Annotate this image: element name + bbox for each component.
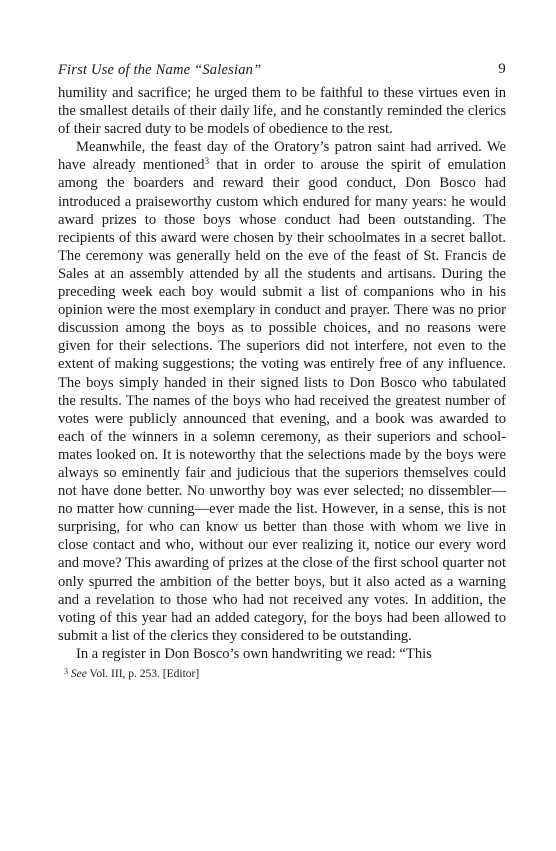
- running-head: [58, 62, 506, 84]
- body-text: [58, 84, 506, 663]
- book-page: [58, 62, 506, 681]
- footnote-text: Vol. III, p. 253. [Editor]: [86, 668, 200, 680]
- footnote-see: See: [70, 668, 87, 680]
- paragraph-register: In a register in Don Bosco’s own handwriting we read: “This: [76, 645, 432, 662]
- paragraph-feast-day: [58, 138, 506, 645]
- chapter-title: First Use of the Name “Salesian”: [58, 62, 262, 78]
- footnote-reference: 3: [204, 156, 210, 167]
- paragraph-text-start: Meanwhile, the feast day of the Oratory’s patron saint had arrived. We have already mentioned: [58, 139, 506, 174]
- footnote-marker: 3: [64, 667, 68, 676]
- paragraph-continued: humility and sacrifice; he urged them to be faithful to these virtues even in the smallest details of their daily life, and he constantly reminded the clerics of their sacred duty to be models of obedience to the rest.: [58, 85, 506, 138]
- page-number: 9: [498, 61, 506, 77]
- footnote: [58, 667, 506, 681]
- paragraph-text-rest: that in order to arouse the spirit of emulation among the boarders and reward their good conduct, Don Bosco had introduced a praiseworthy custom which endured for many years: he would award prizes to those boys whose conduct had been outstanding. The recipients of this award were chosen by their schoolmates in a secret ballot. The ceremony was generally held on the eve of the feast of St. Francis de Sales at an assembly attended by all the students and artisans. During the preceding week each boy would submit a list of companions who in his opinion were the most exemplary in conduct and prayer. There was no prior discussion among the boys as to possible choices, and no reasons were given for their selections. The superiors did not interfere, not even to the extent of making suggestions; the voting was entirely free of any influence. The boys simply handed in their signed lists to Don Bosco who tabulated the results. The names of the boys who had received the greatest number of votes were publicly announced that evening, and a book was awarded to each of the winners in a solemn ceremony, as their superiors and schoolmates looked on. It is noteworthy that the selections made by the boys were always so eminently fair and judicious that the superiors themselves could not have done better. No unworthy boy was ever selected; no dissembler—no matter how cunning—ever made the list. However, in a sense, this is not surprising, for who can know us better than those with whom we live in close contact and who, without our ever realizing it, notice our every word and move? This awarding of prizes at the close of the first school quarter not only spurred the ambition of the better boys, but it also acted as a warning and a revelation to those who had not received any votes. In addition, the voting of this year had an added category, for the boys had been allowed to submit a list of the clerics they considered to be outstanding.: [58, 157, 506, 644]
